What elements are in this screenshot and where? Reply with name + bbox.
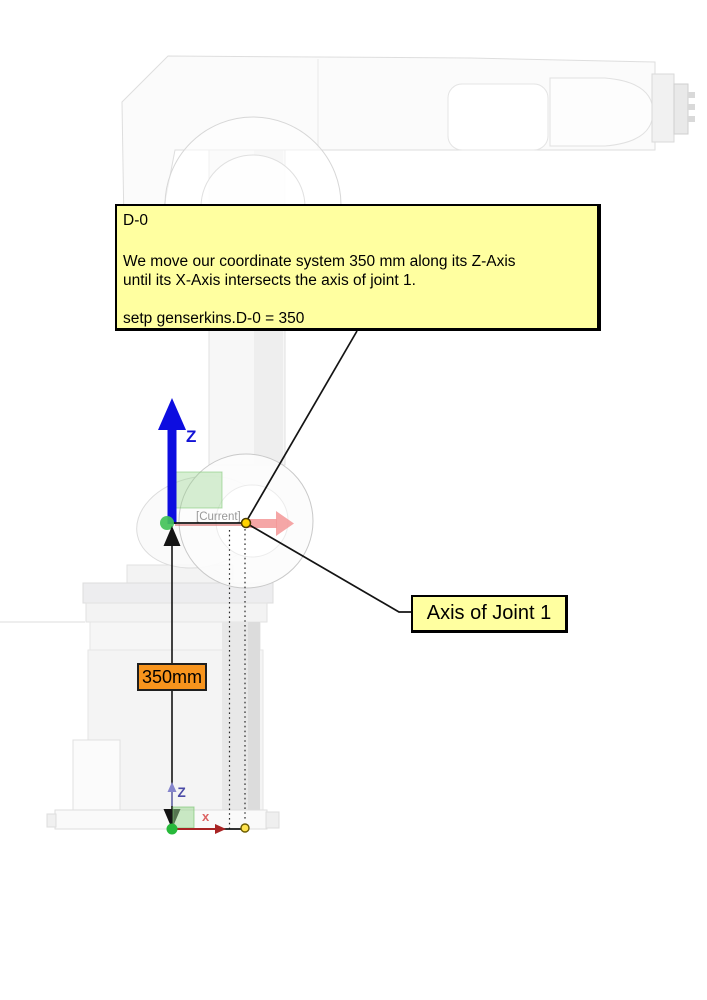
current-frame-label: [Current] — [196, 511, 241, 523]
base-joint1-axis-marker-dot — [241, 824, 249, 832]
robot-wrist — [550, 78, 653, 146]
joint1-axis-marker-dot — [242, 519, 251, 528]
flange-stubs — [688, 92, 695, 122]
d0-body-line2: until its X-Axis intersects the axis of joint 1. — [123, 272, 416, 289]
wrist-flange-2 — [674, 84, 688, 134]
joint-axis-label-box — [411, 595, 568, 633]
base-frame-z-label: Z — [177, 785, 186, 800]
robot-base — [0, 565, 279, 829]
d0-title: D-0 — [123, 212, 148, 229]
robot-silhouette — [0, 56, 695, 829]
base-frame-highlight-square — [173, 807, 194, 828]
wrist-flange — [652, 74, 674, 142]
d0-callout-box — [115, 204, 601, 331]
dimension-label-box — [137, 663, 207, 691]
d0-command: setp genserkins.D-0 = 350 — [123, 310, 305, 327]
base-frame-x-label: x — [202, 809, 210, 824]
dimension-label: 350mm — [141, 666, 203, 687]
forearm-panel — [448, 84, 548, 150]
current-frame-highlight-square — [176, 472, 222, 508]
joint-axis-label: Axis of Joint 1 — [426, 602, 552, 624]
base-frame-origin-dot — [167, 824, 178, 835]
d0-body-line1: We move our coordinate system 350 mm along its Z-Axis — [123, 253, 516, 270]
current-frame-z-label: Z — [186, 427, 197, 446]
